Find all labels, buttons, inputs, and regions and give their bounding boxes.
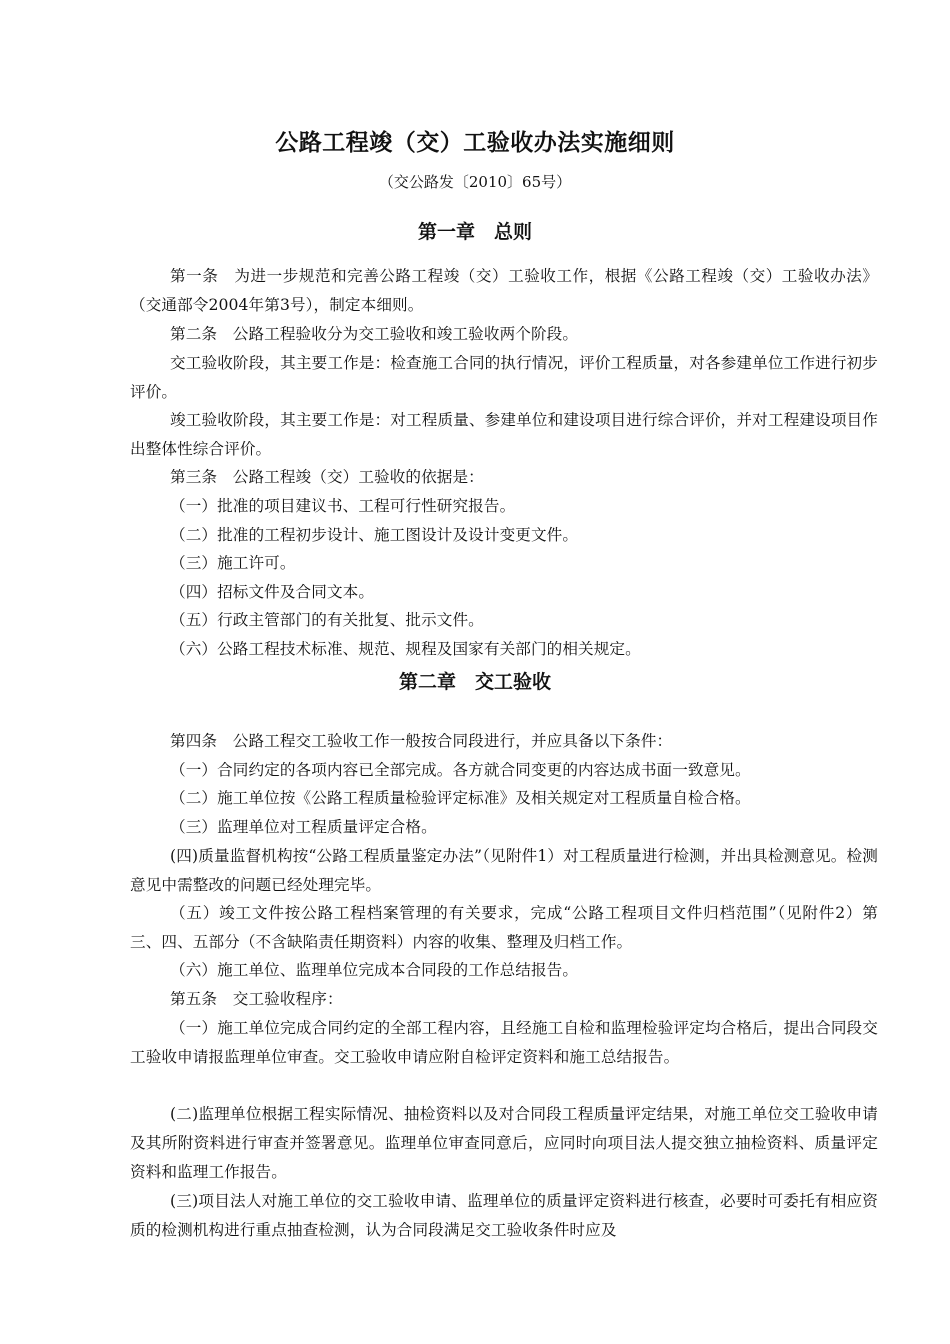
list-item: （五）行政主管部门的有关批复、批示文件。 (170, 611, 484, 629)
list-item: (二)监理单位根据工程实际情况、抽检资料以及对合同段工程质量评定结果，对施工单位交工验收申请及其所附资料进行审查并签署意见。监理单位审查同意后，应同时向项目法人提交独立抽检资料、质量评定资料和监理工作报告。 (130, 1105, 878, 1181)
list-item: （一）批准的项目建议书、工程可行性研究报告。 (170, 497, 516, 515)
article-paragraph: 第二条 公路工程验收分为交工验收和竣工验收两个阶段。 (170, 325, 579, 343)
article-paragraph: 第一条 为进一步规范和完善公路工程竣（交）工验收工作，根据《公路工程竣（交）工验收办法》（交通部令2004年第3号），制定本细则。 (130, 267, 878, 314)
article-paragraph: 交工验收阶段，其主要工作是：检查施工合同的执行情况，评价工程质量，对各参建单位工作进行初步评价。 (130, 354, 878, 401)
list-item: （一）施工单位完成合同约定的全部工程内容，且经施工自检和监理检验评定均合格后，提出合同段交工验收申请报监理单位审查。交工验收申请应附自检评定资料和施工总结报告。 (130, 1019, 878, 1066)
list-item: （三）监理单位对工程质量评定合格。 (170, 818, 437, 836)
document-title: 公路工程竣（交）工验收办法实施细则 (275, 130, 675, 156)
list-item: （三）施工许可。 (170, 554, 296, 572)
chapter-heading: 第二章 交工验收 (398, 671, 551, 693)
list-item: （五）竣工文件按公路工程档案管理的有关要求，完成“公路工程项目文件归档范围”（见附件2）第三、四、五部分（不含缺陷责任期资料）内容的收集、整理及归档工作。 (130, 904, 878, 951)
list-item: (三)项目法人对施工单位的交工验收申请、监理单位的质量评定资料进行核查，必要时可委托有相应资质的检测机构进行重点抽查检测，认为合同段满足交工验收条件时应及 (130, 1192, 878, 1239)
list-item: （一）合同约定的各项内容已全部完成。各方就合同变更的内容达成书面一致意见。 (170, 761, 751, 779)
article-paragraph: 竣工验收阶段，其主要工作是：对工程质量、参建单位和建设项目进行综合评价，并对工程建设项目作出整体性综合评价。 (130, 411, 878, 458)
list-item: （二）批准的工程初步设计、施工图设计及设计变更文件。 (170, 526, 579, 544)
list-item: （六）公路工程技术标准、规范、规程及国家有关部门的相关规定。 (170, 640, 641, 658)
article-paragraph: 第四条 公路工程交工验收工作一般按合同段进行，并应具备以下条件： (170, 732, 673, 750)
list-item: （二）施工单位按《公路工程质量检验评定标准》及相关规定对工程质量自检合格。 (170, 789, 751, 807)
list-item: （四）招标文件及合同文本。 (170, 583, 375, 601)
list-item: （六）施工单位、监理单位完成本合同段的工作总结报告。 (170, 961, 579, 979)
document-number: （交公路发〔2010〕65号） (378, 173, 572, 191)
article-paragraph: 第三条 公路工程竣（交）工验收的依据是： (170, 468, 484, 486)
chapter-heading: 第一章 总则 (417, 221, 532, 243)
list-item: (四)质量监督机构按“公路工程质量鉴定办法”（见附件1）对工程质量进行检测，并出具检测意见。检测意见中需整改的问题已经处理完毕。 (130, 847, 878, 894)
article-paragraph: 第五条 交工验收程序： (170, 990, 343, 1008)
